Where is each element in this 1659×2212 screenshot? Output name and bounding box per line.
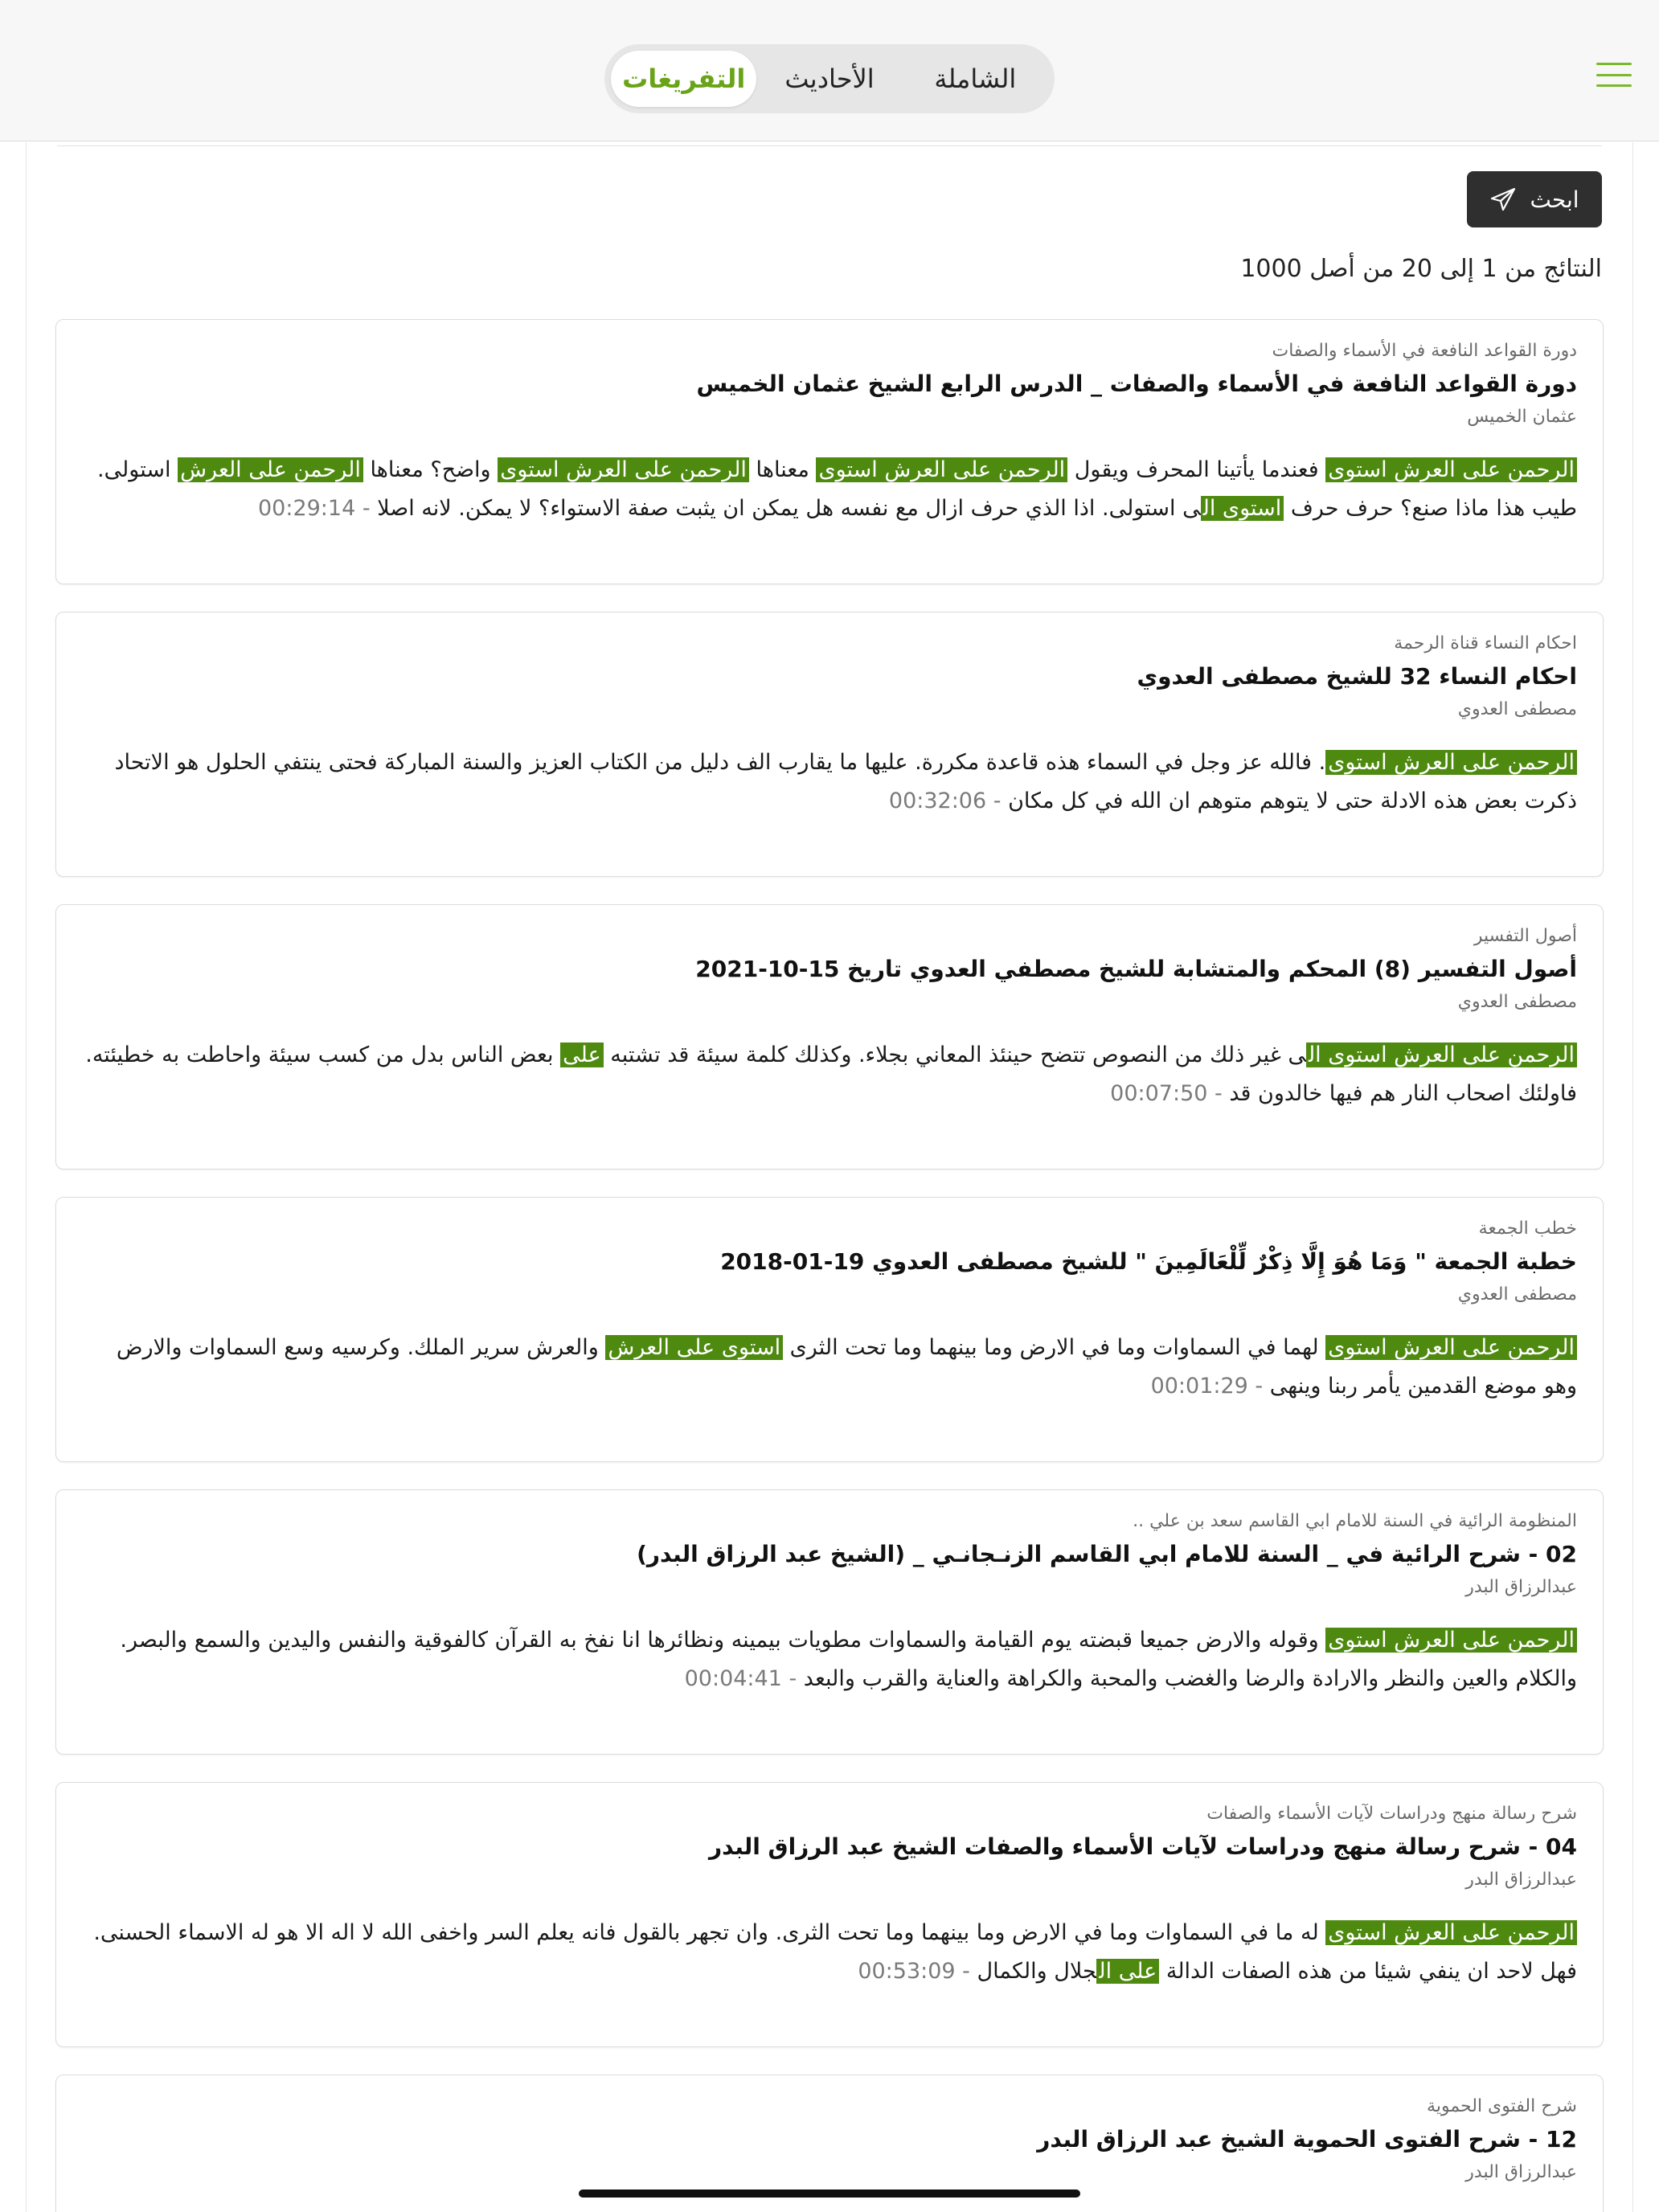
snippet-text: ى استولى. اذا الذي حرف ازال مع نفسه هل يمكن ان يثبت صفة الاستواء؟ لا يمكن. لانه اصلا: [377, 496, 1201, 521]
snippet-text: . فالله عز وجل في السماء هذه قاعدة مكررة. عليها ما يقارب الف دليل من الكتاب العزيز والسنة المباركة فحتى ينتفي الحلول هو الاتحاد ذكرت بعض هذه الادلة حتى لا يتوهم متوهم ان الله في كل مكان: [114, 750, 1577, 813]
result-card[interactable]: [55, 1782, 1604, 2047]
snippet-text: جلال والكمال: [977, 1959, 1097, 1984]
card-speaker: مصطفى العدوي: [1457, 992, 1577, 1012]
card-snippet: [82, 451, 1577, 528]
card-snippet: [82, 1329, 1577, 1406]
card-title[interactable]: 04 - شرح رسالة منهج ودراسات لآيات الأسماء والصفات الشيخ عبد الرزاق البدر: [708, 1833, 1577, 1860]
card-speaker: عبدالرزاق البدر: [1465, 2162, 1577, 2182]
snippet-text: له ما في السماوات وما في الارض وما بينهما وما تحت الثرى. وان تجهر بالقول فانه يعلم السر واخفى الله لا اله الا هو له الاسماء الحسنى. فهل لاحد ان ينفي شيئا من هذه الصفات الدالة: [93, 1920, 1577, 1984]
snippet-highlight: استوى ال: [1201, 496, 1284, 521]
snippet-highlight: الرحمن على العرش استوى ال: [1306, 1043, 1577, 1067]
card-speaker: مصطفى العدوي: [1457, 1284, 1577, 1305]
snippet-text: ى غير ذلك من النصوص تتضح حينئذ المعاني بجلاء. وكذلك كلمة سيئة قد تشتبه: [603, 1043, 1306, 1067]
card-series: شرح رسالة منهج ودراسات لآيات الأسماء والصفات: [1206, 1804, 1577, 1824]
time-separator: -: [986, 789, 1009, 813]
card-title[interactable]: 12 - شرح الفتوى الحموية الشيخ عبد الرزاق البدر: [1037, 2126, 1577, 2153]
result-card[interactable]: [55, 612, 1604, 877]
snippet-highlight: الرحمن على العرش استوى: [1325, 457, 1577, 482]
card-speaker: عبدالرزاق البدر: [1465, 1577, 1577, 1597]
snippet-text: وقوله والارض جميعا قبضته يوم القيامة والسماوات مطويات بيمينه ونظائرها انا نفخ به القرآن كالفوقية والنفس واليدين والسمع والبصر. والكلام والعين والنظر والارادة والرضا والغضب والمحبة والكراهة والعناية والقرب والبعد: [120, 1628, 1577, 1691]
card-series: احكام النساء قناة الرحمة: [1394, 633, 1577, 653]
time-separator: -: [355, 496, 378, 521]
result-card[interactable]: [55, 904, 1604, 1169]
snippet-highlight: على: [560, 1043, 604, 1067]
snippet-highlight: الرحمن على العرش استوى: [1325, 1335, 1577, 1360]
card-snippet: [82, 743, 1577, 821]
snippet-highlight: الرحمن على العرش استوى: [1325, 1628, 1577, 1653]
card-title[interactable]: دورة القواعد النافعة في الأسماء والصفات _ الدرس الرابع الشيخ عثمان الخميس: [696, 371, 1577, 397]
snippet-text: واضح؟ معناها: [363, 457, 498, 482]
card-title[interactable]: 02 - شرح الرائية في _ السنة للامام ابي القاسم الزنـجانـي _ (الشيخ عبد الرزاق البدر): [637, 1541, 1577, 1567]
snippet-text: بعض الناس بدل من كسب سيئة واحاطت به خطيئته. فاولئك اصحاب النار هم فيها خالدون قد: [85, 1043, 1577, 1106]
time-separator: -: [1207, 1081, 1230, 1106]
card-title[interactable]: خطبة الجمعة " وَمَا هُوَ إِلَّا ذِكْرٌ لِّلْعَالَمِينَ " للشيخ مصطفى العدوي 19-01-2018: [720, 1248, 1577, 1275]
home-indicator[interactable]: [579, 2189, 1080, 2198]
timestamp[interactable]: 00:32:06: [888, 789, 987, 813]
snippet-highlight: الرحمن على العرش استوى: [1325, 1920, 1577, 1945]
card-snippet: [82, 1036, 1577, 1113]
timestamp[interactable]: 00:29:14: [258, 496, 356, 521]
snippet-text: معناها: [748, 457, 817, 482]
result-card[interactable]: [55, 1197, 1604, 1462]
hamburger-menu-icon[interactable]: [1596, 63, 1632, 87]
snippet-highlight: الرحمن على العرش: [178, 457, 363, 482]
snippet-highlight: الرحمن على العرش استوى: [498, 457, 749, 482]
card-snippet: [82, 1621, 1577, 1698]
segmented-tabs: [604, 44, 1055, 113]
card-series: أصول التفسير: [1473, 926, 1577, 946]
timestamp[interactable]: 00:04:41: [684, 1666, 782, 1691]
timestamp[interactable]: 00:07:50: [1110, 1081, 1208, 1106]
snippet-highlight: الرحمن على العرش استوى: [816, 457, 1067, 482]
card-title[interactable]: احكام النساء 32 للشيخ مصطفى العدوي: [1137, 663, 1577, 690]
time-separator: -: [955, 1959, 977, 1984]
card-snippet: [82, 1914, 1577, 1991]
results-panel: [26, 142, 1633, 2212]
search-button[interactable]: [1467, 171, 1602, 227]
result-card[interactable]: [55, 319, 1604, 584]
snippet-highlight: الرحمن على العرش استوى: [1325, 750, 1577, 775]
card-speaker: عبدالرزاق البدر: [1465, 1870, 1577, 1890]
snippet-text: لهما في السماوات وما في الارض وما بينهما وما تحت الثرى: [783, 1335, 1326, 1360]
snippet-highlight: استوى على العرش: [605, 1335, 783, 1360]
send-icon: [1489, 186, 1517, 213]
tab-all[interactable]: الشاملة: [934, 63, 1017, 94]
results-count: النتائج من 1 إلى 20 من أصل 1000: [1240, 255, 1602, 283]
time-separator: -: [1247, 1374, 1270, 1399]
snippet-highlight: على ال: [1096, 1959, 1159, 1984]
tab-transcripts[interactable]: التفريغات: [611, 51, 756, 107]
results-list: [55, 319, 1604, 2212]
card-series: دورة القواعد النافعة في الأسماء والصفات: [1272, 341, 1577, 361]
card-speaker: مصطفى العدوي: [1457, 699, 1577, 719]
card-series: شرح الفتوى الحموية: [1427, 2096, 1577, 2116]
snippet-text: فعندما يأتينا المحرف ويقول: [1067, 457, 1326, 482]
card-speaker: عثمان الخميس: [1467, 407, 1577, 427]
timestamp[interactable]: 00:53:09: [858, 1959, 956, 1984]
timestamp[interactable]: 00:01:29: [1150, 1374, 1248, 1399]
search-button-label: ابحث: [1530, 186, 1579, 213]
result-card[interactable]: [55, 1489, 1604, 1755]
card-title[interactable]: أصول التفسير (8) المحكم والمتشابة للشيخ مصطفي العدوي تاريخ 15-10-2021: [695, 956, 1577, 982]
card-series: المنظومة الرائية في السنة للامام ابي القاسم سعد بن علي ..: [1133, 1511, 1577, 1531]
snippet-text: استولى. طيب هذا ماذا صنع؟ حرف حرف: [96, 457, 1577, 521]
time-separator: -: [781, 1666, 804, 1691]
tab-hadiths[interactable]: الأحاديث: [784, 63, 875, 94]
snippet-text: والعرش سرير الملك. وكرسيه وسع السماوات والارض وهو موضع القدمين يأمر ربنا وينهى: [116, 1335, 1577, 1399]
app-header: [0, 0, 1659, 141]
search-fields-edge: [57, 142, 1602, 145]
card-series: خطب الجمعة: [1478, 1219, 1577, 1239]
